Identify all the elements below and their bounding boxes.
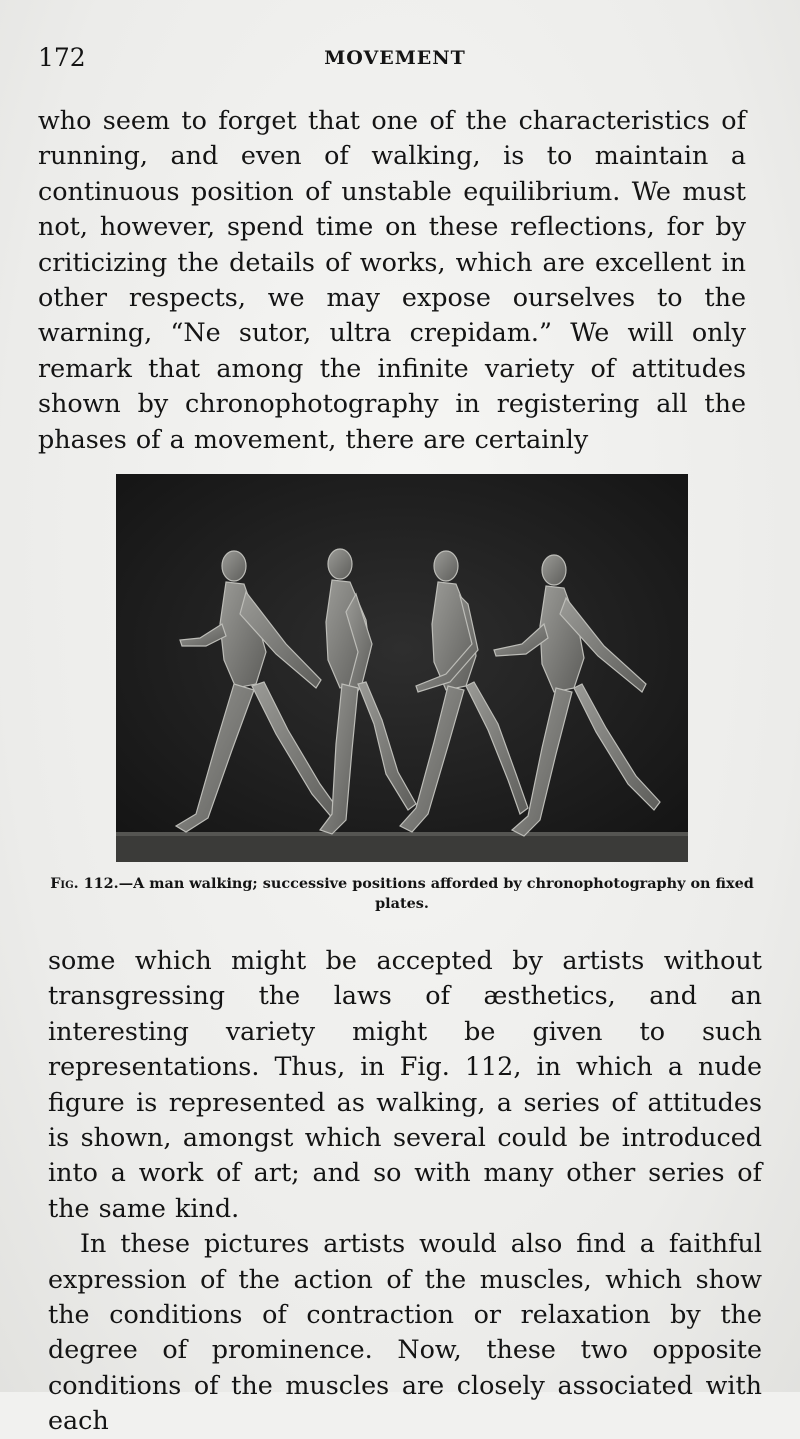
body-text-top (38, 103, 746, 457)
running-head: MOVEMENT (324, 47, 466, 69)
figure-label: Fig. 112. (50, 875, 119, 892)
page-header (38, 40, 752, 76)
body-text-bottom (48, 943, 762, 1439)
figure-caption (44, 874, 760, 914)
paragraph-1: some which might be accepted by artists without transgressing the laws of æsthetics, and an interesting variety might be given to such representations. Thus, in Fig. 112, in which a nude figure is represented as walking, a series of attitudes is shown, amongst which several could be introduced into a work of art; and so with many other series of the same kind. (48, 945, 762, 1223)
figure-caption-text: —A man walking; successive positions afforded by chronophotography on fixed plates. (118, 875, 754, 912)
paragraph-2: In these pictures artists would also find a faithful expression of the action of the muscles, which show the conditions of contraction or relaxation by the degree of prominence. Now, these two opposite conditions of the muscles are closely associated with each (48, 1228, 762, 1436)
walking-man-chronophotograph (116, 474, 688, 862)
paragraph-continued: who seem to forget that one of the characteristics of running, and even of walking, is to maintain a continuous position of unstable equilibrium. We must not, however, spend time on these reflections, for by criticizing the details of works, which are excellent in other respects, we may expose ourselves to the warning, “Ne sutor, ultra crepidam.” We will only remark that among the infinite variety of attitudes shown by chronophotography in registering all the phases of a movement, there are certainly (38, 105, 746, 454)
figure-photograph (116, 474, 688, 862)
page-number: 172 (38, 43, 86, 72)
